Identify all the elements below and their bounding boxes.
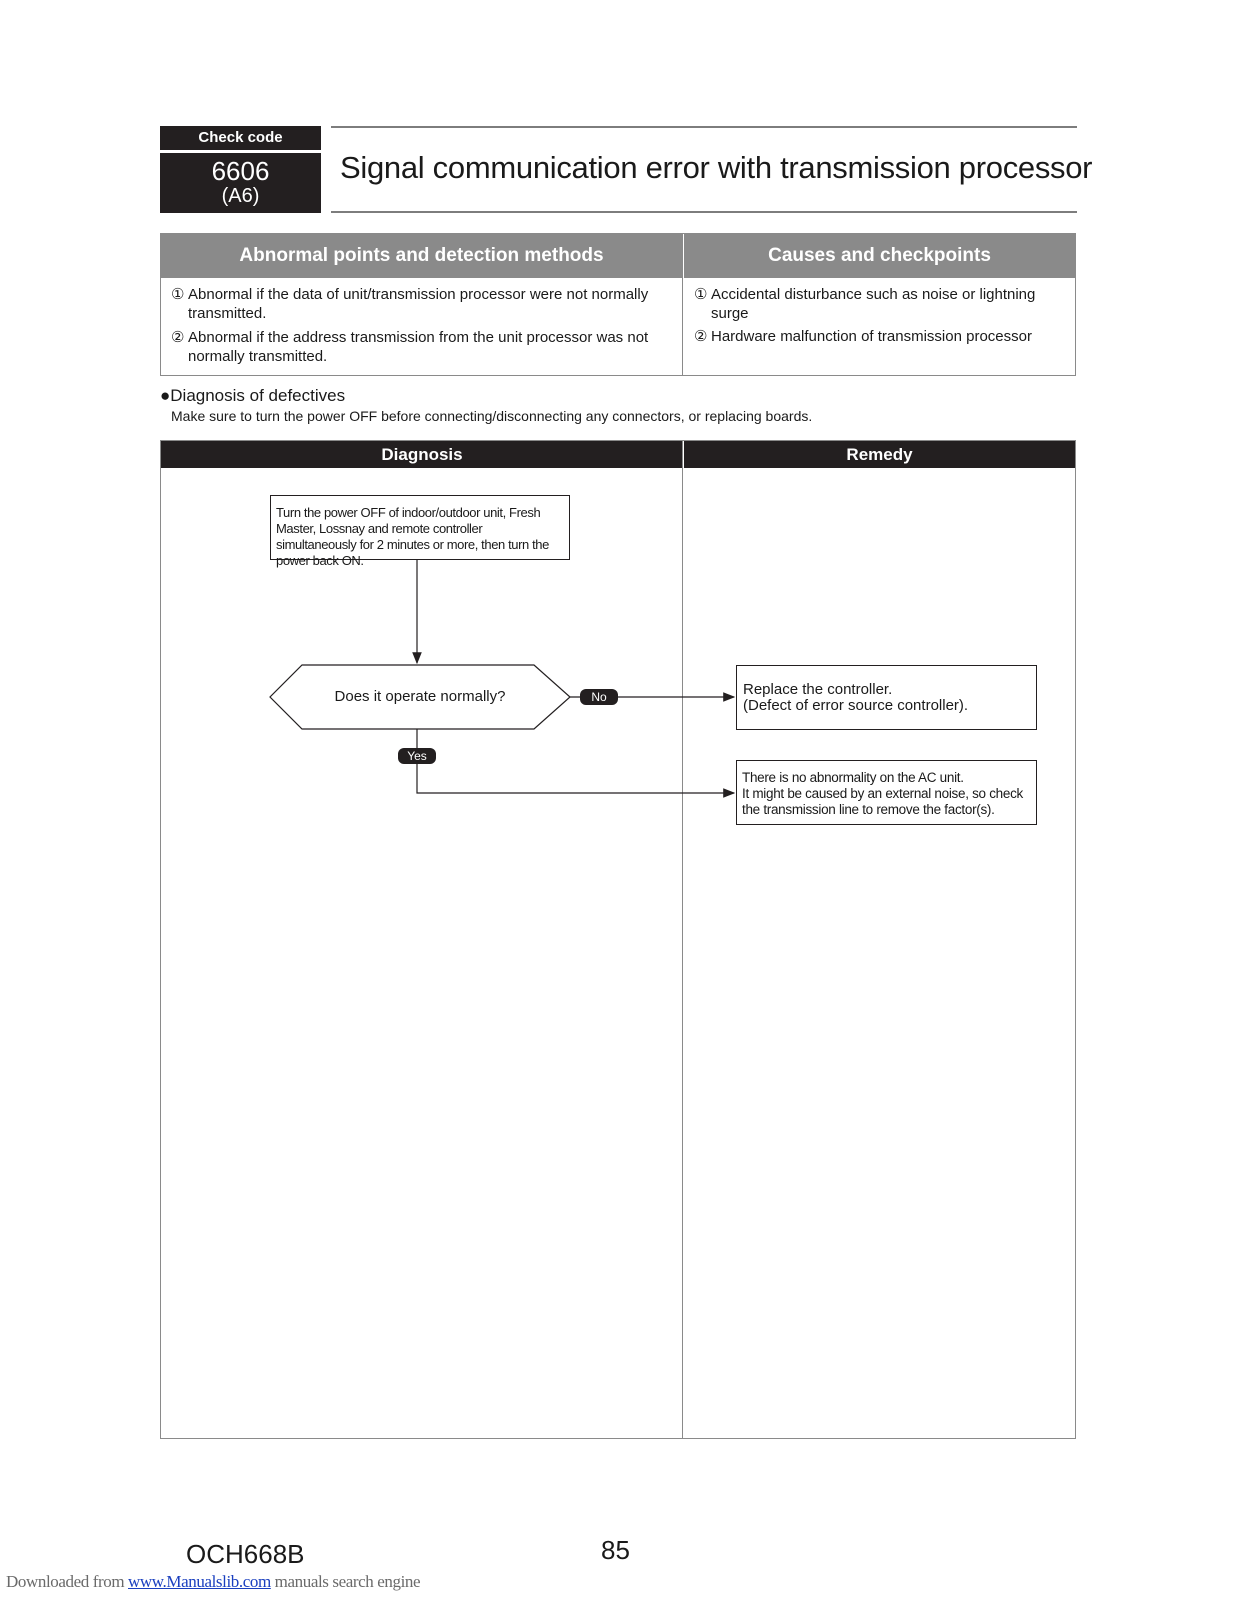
cause-item-text: Hardware malfunction of transmission processor [711, 328, 1032, 345]
yes-label: Yes [398, 748, 436, 764]
download-prefix: Downloaded from [6, 1572, 129, 1591]
remedy-line: It might be caused by an external noise, so check the transmission line to remove the factor(s). [742, 786, 1023, 817]
item-number: ② [171, 329, 185, 346]
remedy-line: There is no abnormality on the AC unit. [742, 770, 964, 785]
item-number: ① [694, 286, 708, 303]
decision-question: Does it operate normally? [334, 688, 506, 705]
check-code-number: 6606 [211, 156, 270, 186]
abnormal-points-header: Abnormal points and detection methods [161, 234, 683, 278]
remedy-line: (Defect of error source controller). [743, 697, 969, 714]
causes-header: Causes and checkpoints [684, 234, 1075, 278]
abnormal-item-text: Abnormal if the data of unit/transmission processor were not normally transmitted. [188, 286, 649, 322]
page-number: 85 [601, 1535, 630, 1565]
item-number: ② [694, 328, 708, 345]
no-label: No [580, 689, 618, 705]
download-footer [6, 1572, 420, 1592]
page-title: Signal communication error with transmission processor [340, 150, 1093, 185]
manualslib-link[interactable]: www.Manualslib.com [128, 1572, 271, 1591]
remedy-header: Remedy [684, 441, 1075, 468]
download-suffix: manuals search engine [270, 1572, 421, 1591]
document-code: OCH668B [186, 1539, 305, 1569]
item-number: ① [171, 286, 185, 303]
remedy-replace-controller-box [736, 665, 1037, 730]
cause-item-text: Accidental disturbance such as noise or lightning surge [711, 286, 1036, 322]
remedy-no-abnormality-box [736, 760, 1037, 825]
diagnosis-header: Diagnosis [161, 441, 683, 468]
diagnosis-heading: ●Diagnosis of defectives [160, 386, 346, 405]
diagnosis-note: Make sure to turn the power OFF before connecting/disconnecting any connectors, or replacing boards. [171, 408, 813, 424]
remedy-line: Replace the controller. [743, 681, 893, 698]
check-code-sub: (A6) [221, 185, 260, 207]
arrow-yes-to-remedy [417, 729, 734, 793]
abnormal-item-text: Abnormal if the address transmission from the unit processor was not normally transmitted. [188, 329, 649, 365]
check-code-label: Check code [160, 126, 321, 150]
step-power-cycle-box: Turn the power OFF of indoor/outdoor unit, Fresh Master, Lossnay and remote controller simultaneously for 2 minutes or more, then turn the power back ON. [270, 495, 570, 560]
